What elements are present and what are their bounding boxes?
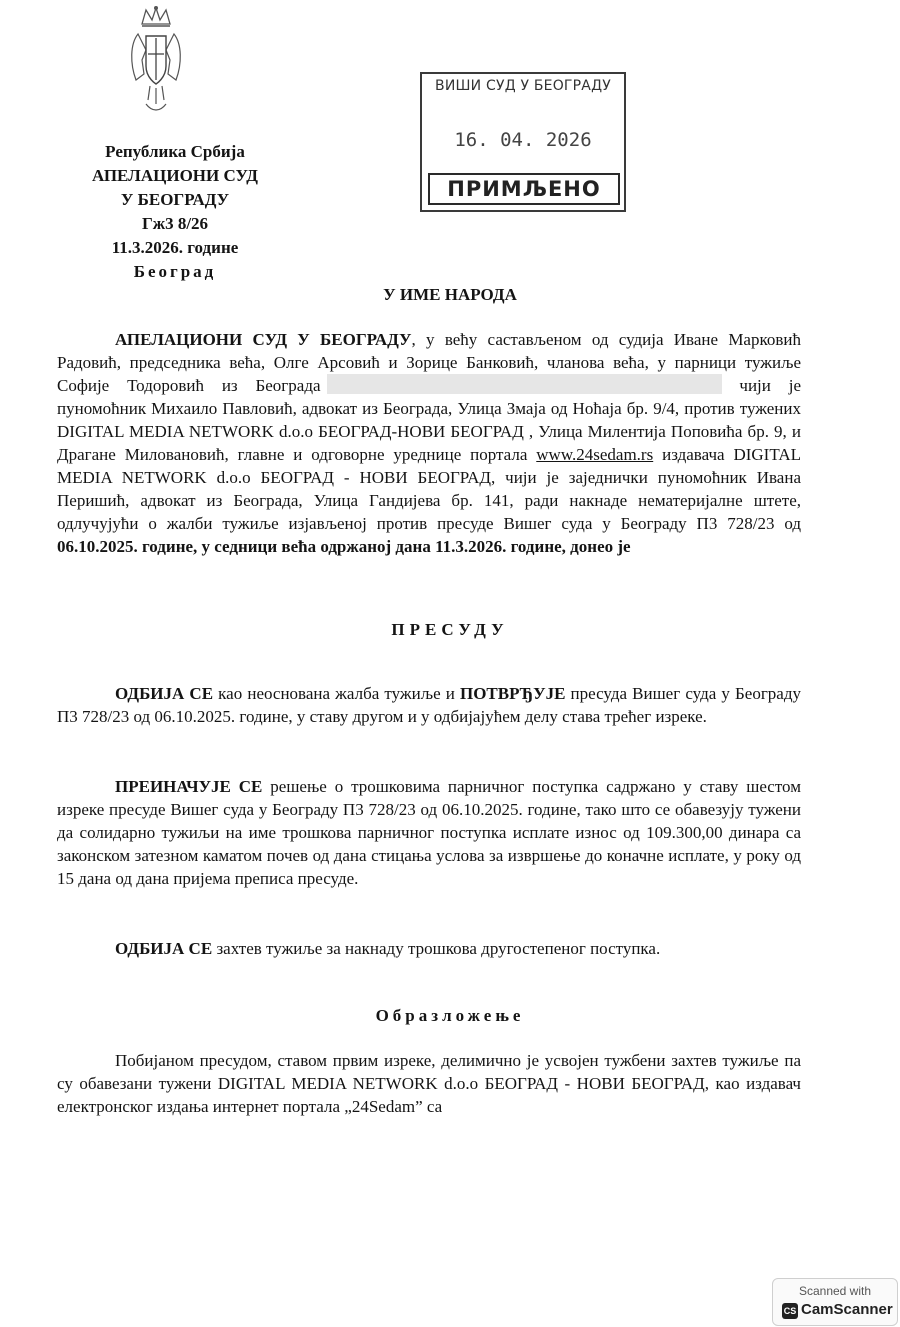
ruling-2-bold: ПРЕИНАЧУЈЕ СЕ [115,777,263,796]
scanned-with-label: Scanned with [798,1284,872,1298]
camscanner-logo-icon: CS [782,1303,798,1319]
ruling-1-bold-b: ПОТВРЂУЈЕ [459,684,566,703]
intro-paragraph [57,328,801,558]
ruling-paragraph-3 [57,937,801,960]
reasoning-paragraph [57,1049,801,1118]
intro-text-d: 06.10.2025. године, у седници већа одржаној дана 11.3.2026. године, донео је [57,537,631,556]
intro-court-name: АПЕЛАЦИОНИ СУД У БЕОГРАДУ [115,330,412,349]
intro-text-c: издавача DIGITAL MEDIA NETWORK d.o.o БЕОГРАД - НОВИ БЕОГРАД, чији је заједнички пуномоћник Ивана Перишић, адвокат из Београда, Улица Гандијева бр. 141, ради накнаде нематеријалне штете, одлучујући о жалби тужиље изјављеној против пресуде Вишег суда у Београду П3 728/23 од [57,445,802,533]
ruling-paragraph-2 [57,775,801,890]
redacted-address [327,374,722,394]
court-name: АПЕЛАЦИОНИ СУД [91,166,258,185]
ruling-3-text: захтев тужиље за накнаду трошкова другостепеног поступка. [212,939,661,958]
stamp-received-label: ПРИМЉЕНО [428,173,620,205]
ruling-3-bold: ОДБИЈА СЕ [115,939,213,958]
case-number: Гж3 8/26 [141,214,209,233]
court-header [60,140,290,284]
stamp-date: 16. 04. 2026 [454,129,592,151]
reasoning-title: Образложење [375,1006,525,1025]
camscanner-name: CamScanner [801,1301,893,1318]
court-city-line: У БЕОГРАДУ [120,190,230,209]
ruling-2-text: решење о трошковима парничног поступка садржано у ставу шестом изреке пресуде Вишег суда у Београду П3 728/23 од 06.10.2025. године, тако што се обавезују тужени да солидарно тужиљи на име трошкова парничног поступка исплате износ од 109.300,00 динара са законском затезном каматом почев од дана стицања услова за извршење до коначне исплате, у року од 15 дана од дана пријема преписа пресуде. [57,777,801,888]
ruling-1-text-a: као неоснована жалба тужиље и [213,684,460,703]
verdict-title: ПРЕСУДУ [391,620,509,639]
decision-date: 11.3.2026. године [111,238,239,257]
stamp-court: ВИШИ СУД У БЕОГРАДУ [435,78,611,94]
ruling-1-bold-a: ОДБИЈА СЕ [115,684,214,703]
decision-place: Београд [133,262,217,281]
camscanner-badge [772,1278,898,1326]
ruling-1-text-b: пресуда Вишег суда у Београду П3 728/23 од 06.10.2025. године, у ставу другом и у одбијајућем делу става трећег изреке. [57,684,801,726]
received-stamp [420,72,626,212]
country-name: Република Србија [105,142,245,161]
reasoning-text: Побијаном пресудом, ставом првим изреке, делимично је усвојен тужбени захтев тужиље па су обавезани тужени DIGITAL MEDIA NETWORK d.o.o БЕОГРАД - НОВИ БЕОГРАД, као издавач електронског издања интернет портала „24Sedam” са [57,1051,801,1116]
ruling-paragraph-1 [57,682,801,728]
portal-link[interactable]: www.24sedam.rs [536,445,654,464]
intro-text-a: , у већу састављеном од судија Иване Марковић Радовић, председника већа, Олге Арсовић и Зорице Банковић, чланова већа, у парници тужиље Софије Тодоровић из Београда [57,330,802,395]
intro-text-b: чији је пуномоћник Михаило Павловић, адвокат из Београда, Улица Змаја од Ноћаја бр. 9/4, против тужених DIGITAL MEDIA NETWORK d.o.o БЕОГРАД-НОВИ БЕОГРАД , Улица Милентија Поповића бр. 9, и Драгане Миловановић, главне и одговорне уреднице портала [57,376,801,464]
in-the-name-title: У ИМЕ НАРОДА [383,285,517,304]
serbian-coat-of-arms-icon [128,4,184,116]
